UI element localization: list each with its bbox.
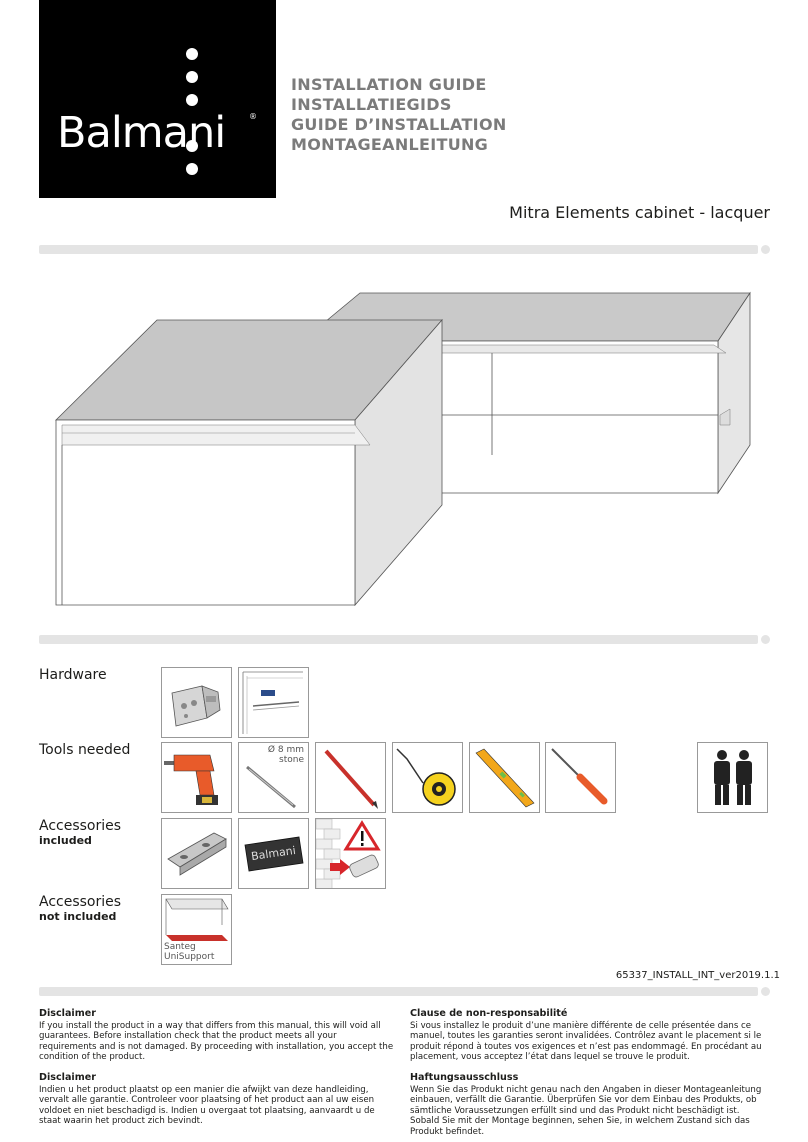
- document-version: 65337_INSTALL_INT_ver2019.1.1: [615, 970, 780, 981]
- accessories-not-included-heading: [39, 894, 121, 923]
- accessories-not-included-title: Accessories: [39, 894, 122, 910]
- logo-dot: [186, 163, 198, 175]
- logo-dot: [186, 94, 198, 106]
- tools-heading: [39, 742, 130, 758]
- logo-dot: [186, 48, 198, 60]
- registered-mark: ®: [249, 112, 257, 121]
- guide-title-fr: GUIDE D’INSTALLATION: [291, 115, 507, 134]
- tape-measure-image: [392, 742, 463, 813]
- drill-bit-material: stone: [279, 755, 304, 765]
- hardware-bracket-image: [161, 667, 232, 738]
- spirit-level-image: [469, 742, 540, 813]
- drill-bit-image: [238, 742, 309, 813]
- drill-bit-size: Ø 8 mm: [267, 745, 304, 755]
- drill-image: [161, 742, 232, 813]
- disclaimer-en-title: Disclaimer: [39, 1008, 96, 1019]
- accessories-included-heading: [39, 818, 121, 847]
- cabinet-front: [56, 320, 442, 605]
- santeg-label: [164, 942, 214, 962]
- disclaimer-nl-text: Indien u het product plaatst op een manier die afwijkt van deze handleiding, vervalt alle garantie. Controleer voor plaatsing of het product aan al uw eisen voldoet en niet beschadigd is. Indien u overgaat tot plaatsing, aanvaardt u de staat waarin het product zich bevindt.: [39, 1084, 375, 1127]
- disclaimer-de-text: Wenn Sie das Produkt nicht genau nach den Angaben in dieser Montageanleitung einbauen, verfällt die Garantie. Überprüfen Sie vor dem Einbau des Produkts, ob sämtliche Voraussetzungen erfüllt sind und das Produkt nicht beschädigt ist. Sobald Sie mit der Montage beginnen, sehen Sie, in welchem Zustand sich das Produkt befindet.: [410, 1084, 762, 1137]
- santeg-label-line2: UniSupport: [164, 952, 215, 962]
- disclaimer-en: [39, 1009, 394, 1063]
- product-name: Mitra Elements cabinet - lacquer: [509, 203, 770, 222]
- logo-plate-image: [238, 818, 309, 889]
- disclaimer-de: [410, 1073, 765, 1138]
- hardware-rail-image: [238, 667, 309, 738]
- logo-dot: [186, 71, 198, 83]
- santeg-label-line1: Santeg: [164, 942, 196, 952]
- logo-plate-text: Balmani: [250, 843, 297, 864]
- disclaimer-nl-title: Disclaimer: [39, 1072, 96, 1083]
- wall-plug-warning-image: [315, 818, 386, 889]
- cabinet-illustration: [40, 285, 760, 615]
- divider-bar: [39, 245, 758, 254]
- disclaimer-fr-title: Clause de non-responsabilité: [410, 1008, 568, 1019]
- disclaimer-en-text: If you install the product in a way that differs from this manual, this will void all guarantees. Before installation check that the product meets all your requirements and is not damaged. By proceeding with installation, you accept the condition of the product.: [39, 1020, 394, 1063]
- brand-logo: [39, 0, 276, 198]
- accessories-included-title: Accessories: [39, 818, 122, 834]
- guide-title-de: MONTAGEANLEITUNG: [291, 135, 489, 154]
- drill-bit-label: [268, 745, 304, 765]
- two-persons-image: [697, 742, 768, 813]
- disclaimer-fr-text: Si vous installez le produit d’une manière différente de celle présentée dans ce manuel, toutes les garanties seront invalidées. Contrôlez avant le placement si le produit répond à toutes vos exigences et n’est pas endommagé. En procédant au placement, vous acceptez l’état dans lequel se trouve le produit.: [410, 1020, 762, 1063]
- divider-bar: [39, 635, 758, 644]
- santeg-unisupport-image: [161, 894, 232, 965]
- screwdriver-image: [545, 742, 616, 813]
- guide-title-nl: INSTALLATIEGIDS: [291, 95, 452, 114]
- disclaimer-nl: [39, 1073, 394, 1127]
- divider-dot: [761, 635, 770, 644]
- hardware-title: Hardware: [39, 667, 107, 683]
- tools-title: Tools needed: [39, 742, 131, 758]
- mounting-rail-image: [161, 818, 232, 889]
- logo-wordmark: Balmani: [57, 108, 226, 158]
- guide-title-en: INSTALLATION GUIDE: [291, 75, 487, 94]
- divider-dot: [761, 987, 770, 996]
- disclaimer-fr: [410, 1009, 765, 1063]
- pencil-image: [315, 742, 386, 813]
- accessories-included-subtitle: included: [39, 834, 92, 847]
- accessories-not-included-subtitle: not included: [39, 910, 117, 923]
- disclaimer-de-title: Haftungsausschluss: [410, 1072, 519, 1083]
- divider-bar: [39, 987, 758, 996]
- hardware-heading: [39, 667, 107, 683]
- divider-dot: [761, 245, 770, 254]
